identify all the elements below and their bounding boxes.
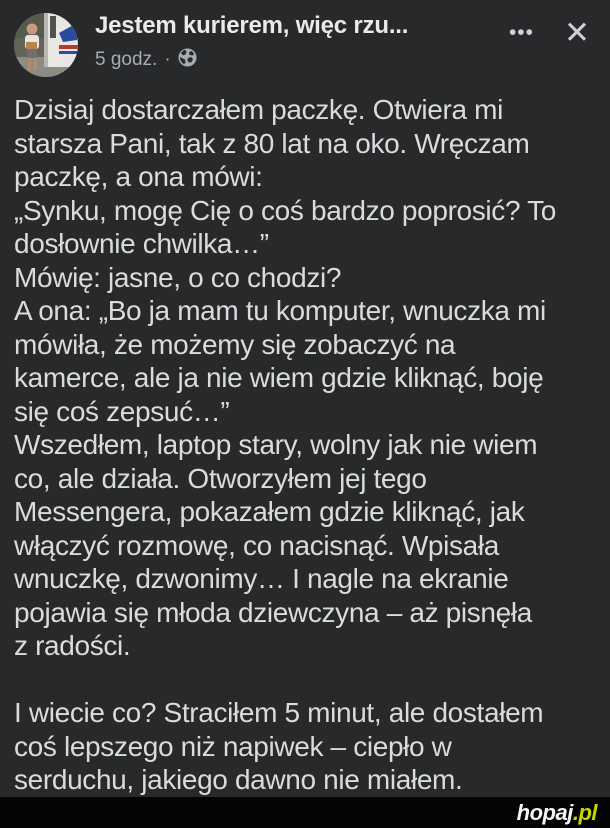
avatar[interactable] bbox=[14, 13, 78, 77]
post-body-text bbox=[0, 86, 610, 797]
watermark-bar bbox=[0, 797, 610, 828]
post-line: paczkę, a ona mówi: bbox=[14, 161, 263, 192]
post-line: włączyć rozmowę, co nacisnąć. Wpisała bbox=[14, 529, 499, 561]
post-header bbox=[0, 0, 610, 86]
post-line: „Synku, mogę Cię o coś bardzo poprosić? To bbox=[14, 194, 556, 226]
globe-icon bbox=[178, 48, 197, 73]
post-line: wnuczkę, dzwonimy… I nagle na ekranie bbox=[14, 563, 509, 594]
more-options-button[interactable]: ••• bbox=[507, 19, 536, 47]
site-logo-tld: .pl bbox=[572, 800, 597, 825]
post-line: mówiła, że możemy się zobaczyć na bbox=[14, 328, 456, 360]
post-line: pojawia się młoda dziewczyna – aż pisnęła bbox=[14, 596, 532, 628]
header-text-block bbox=[95, 10, 497, 73]
post-line bbox=[14, 663, 598, 697]
post-line: Wszedłem, laptop stary, wolny jak nie wiem bbox=[14, 429, 538, 460]
post-line: A ona: „Bo ja mam tu komputer, wnuczka mi bbox=[14, 295, 546, 326]
header-actions bbox=[497, 10, 596, 48]
post-line: Dzisiaj dostarczałem paczkę. Otwiera mi bbox=[14, 94, 503, 125]
meta-separator: · bbox=[164, 49, 171, 70]
close-button[interactable]: ✕ bbox=[564, 15, 590, 50]
site-logo-name: hopaj bbox=[516, 800, 573, 825]
post-line: Messengera, pokazałem gdzie kliknąć, jak bbox=[14, 496, 525, 527]
page-title[interactable]: Jestem kurierem, więc rzu... bbox=[95, 12, 409, 39]
site-logo bbox=[517, 797, 597, 828]
post-line: coś lepszego niż napiwek – ciepło w bbox=[14, 730, 452, 762]
post-line: się coś zepsuć…” bbox=[14, 395, 230, 427]
post-line: dosłownie chwilka…” bbox=[14, 228, 269, 259]
mail-carrier-avatar-icon bbox=[14, 13, 78, 77]
post-line: starsza Pani, tak z 80 lat na oko. Wręczam bbox=[14, 127, 530, 159]
post-line: kamerce, ale ja nie wiem gdzie kliknąć, boję bbox=[14, 362, 544, 393]
post-line: I wiecie co? Straciłem 5 minut, ale dostałem bbox=[14, 697, 544, 728]
post-line: Mówię: jasne, o co chodzi? bbox=[14, 261, 342, 293]
post-line: co, ale działa. Otworzyłem jej tego bbox=[14, 462, 427, 494]
post-meta-row bbox=[95, 47, 497, 73]
post-line: z radości. bbox=[14, 630, 131, 661]
post-line: serduchu, jakiego dawno nie miałem. bbox=[14, 764, 463, 795]
timestamp: 5 godz. bbox=[95, 49, 158, 70]
